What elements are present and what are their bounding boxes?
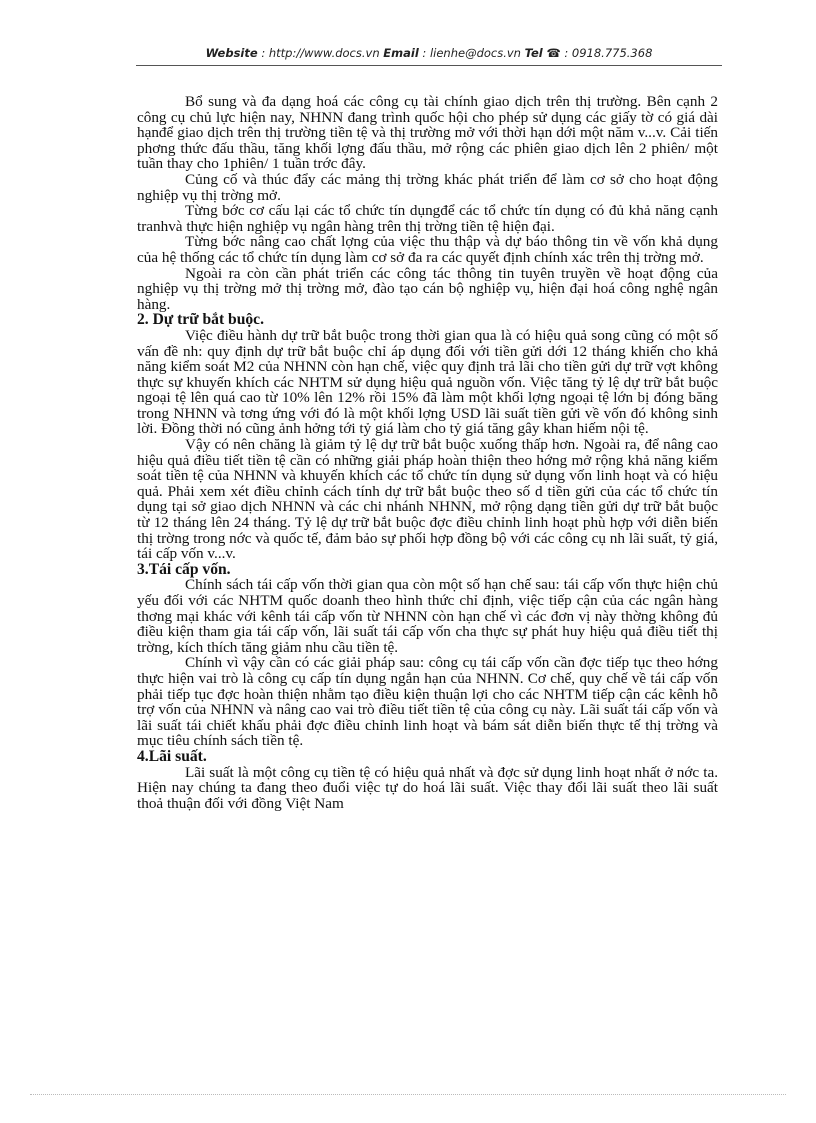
paragraph: Từng bớc nâng cao chất lợng của việc thu thập và dự báo thông tin về vốn khả dụng của hệ thống các tổ chức tín dụng làm cơ sở đa ra các quyết định chính xác trên thị trờng mở.: [137, 233, 718, 266]
paragraph: Chính sách tái cấp vốn thời gian qua còn một số hạn chế sau: tái cấp vốn thực hiện chủ yếu đối với các NHTM quốc doanh theo hình thức chỉ định, việc tiếp cận của các ngân hàng thơng mại khác với kênh tái cấp vốn từ NHNN còn hạn chế vì các đơn vị này thờng không đủ điều kiện tham gia tái cấp vốn, lãi suất tái cấp vốn cha thực sự phát huy hiệu quả điều tiết thị trờng, kích thích tăng giảm nhu cầu tiền tệ.: [137, 576, 718, 656]
website-label: Website: [205, 46, 258, 60]
header-divider: [136, 65, 722, 66]
section-heading-interest: 4.Lãi suất.: [137, 747, 207, 765]
paragraph: Chính vì vậy cần có các giải pháp sau: công cụ tái cấp vốn cần đợc tiếp tục theo hớng thực hiện vai trò là công cụ cấp tín dụng ngắn hạn của NHNN. Cơ chế, quy chế về tái cấp vốn phải tiếp tục đợc hoàn thiện nhằm tạo điều kiện thuận lợi cho các NHTM tiếp cận các kênh hỗ trợ vốn của NHNN và nâng cao vai trò điều tiết tiền tệ của công cụ này. Lãi suất tái cấp vốn và lãi suất tái chiết khấu phải đợc điều chỉnh linh hoạt và bám sát diễn biến thực tế thị trờng và mục tiêu chính sách tiền tệ.: [137, 654, 718, 750]
paragraph: Từng bớc cơ cấu lại các tổ chức tín dụngđể các tổ chức tín dụng có đủ khả năng cạnh tranhvà thực hiện nghiệp vụ ngân hàng trên thị trờng tiền tệ hiện đại.: [137, 202, 718, 235]
page-header: [136, 46, 722, 60]
footer-divider: [30, 1094, 786, 1095]
email-label: Email: [383, 46, 419, 60]
paragraph: Lãi suất là một công cụ tiền tệ có hiệu quả nhất và đợc sử dụng linh hoạt nhất ở nớc ta. Hiện nay chúng ta đang theo đuổi việc tự do hoá lãi suất. Việc thay đổi lãi suất theo lãi suất thoả thuận đối với đồng Việt Nam: [137, 763, 718, 812]
email-value: : lienhe@docs.vn: [418, 46, 525, 60]
paragraph: Việc điều hành dự trữ bắt buộc trong thời gian qua là có hiệu quả song cũng có một số vấn đề nh: quy định dự trữ bắt buộc chỉ áp dụng đối với tiền gửi dới 12 tháng khiến cho khả năng kiểm soát M2 của NHNN còn hạn chế, việc quy định trả lãi cho tiền gửi dự trữ vợt không thực sự khuyến khích các NHTM sử dụng hiệu quả nguồn vốn. Việc tăng tỷ lệ dự trữ bắt buộc ngoại tệ lên quá cao từ 10% lên 12% rồi 15% đã làm một khối lợng ngoại tệ lớn bị đóng băng trong NHNN và tơng ứng với đó là một khối lợng USD lãi suất tiền gửi về vốn đó không sinh lời. Đồng thời nó cũng ảnh hởng tới tỷ giá làm cho tỷ giá tăng gây khan hiếm nội tệ.: [137, 326, 718, 438]
phone-icon: ☎: [546, 46, 561, 60]
paragraph: Vậy có nên chăng là giảm tỷ lệ dự trữ bắt buộc xuống thấp hơn. Ngoài ra, để nâng cao hiệu quả điều tiết tiền tệ cần có những giải pháp hoàn thiện theo hớng mở rộng khả năng kiểm soát tiền tệ của NHNN và khuyến khích các tổ chức tín dụng sử dụng vốn linh hoạt và có hiệu quả. Phải xem xét điều chỉnh cách tính dự trữ bắt buộc theo số d tiền gửi của các tổ chức tín dụng tại sở giao dịch NHNN và các chi nhánh NHNN, mở rộng dạng tiền gửi dự trữ bắt buộc từ 12 tháng lên 24 tháng. Tỷ lệ dự trữ bắt buộc đợc điều chỉnh linh hoạt phù hợp với diễn biến thị trờng trong nớc và quốc tế, đảm bảo sự phối hợp đồng bộ với các công cụ nh lãi suất, tỷ giá, tái cấp vốn v...v.: [137, 436, 718, 563]
paragraph: Ngoài ra còn cần phát triển các công tác thông tin tuyên truyền về hoạt động của nghiệp vụ thị trờng mở thị trờng mở, đào tạo cán bộ nghiệp vụ, hiện đại hoá công nghệ ngân hàng.: [137, 264, 718, 313]
website-value: : http://www.docs.vn: [257, 46, 384, 60]
tel-value: : 0918.775.368: [560, 46, 653, 60]
paragraph: Củng cố và thúc đẩy các mảng thị trờng khác phát triển để làm cơ sở cho hoạt động nghiệp vụ thị trờng mở.: [137, 170, 718, 204]
section-heading-refinance: 3.Tái cấp vốn.: [137, 560, 231, 578]
paragraph: Bổ sung và đa dạng hoá các công cụ tài chính giao dịch trên thị trường. Bên cạnh 2 công cụ chủ lực hiện nay, NHNN đang trình quốc hội cho phép sử dụng các giấy tờ có giá dài hạnđể giao dịch trên thị trường tiền tệ và thị trường mở với thời hạn dới một năm v...v. Cải tiến phơng thức đấu thầu, tăng khối lợng đấu thầu, mở rộng các phiên giao dịch lên 2 phiên/ một tuần thay cho 1phiên/ 1 tuần trớc đây.: [137, 93, 718, 173]
document-body: [137, 94, 718, 811]
section-heading-reserve: 2. Dự trữ bắt buộc.: [137, 311, 265, 329]
tel-label: Tel: [524, 46, 543, 60]
